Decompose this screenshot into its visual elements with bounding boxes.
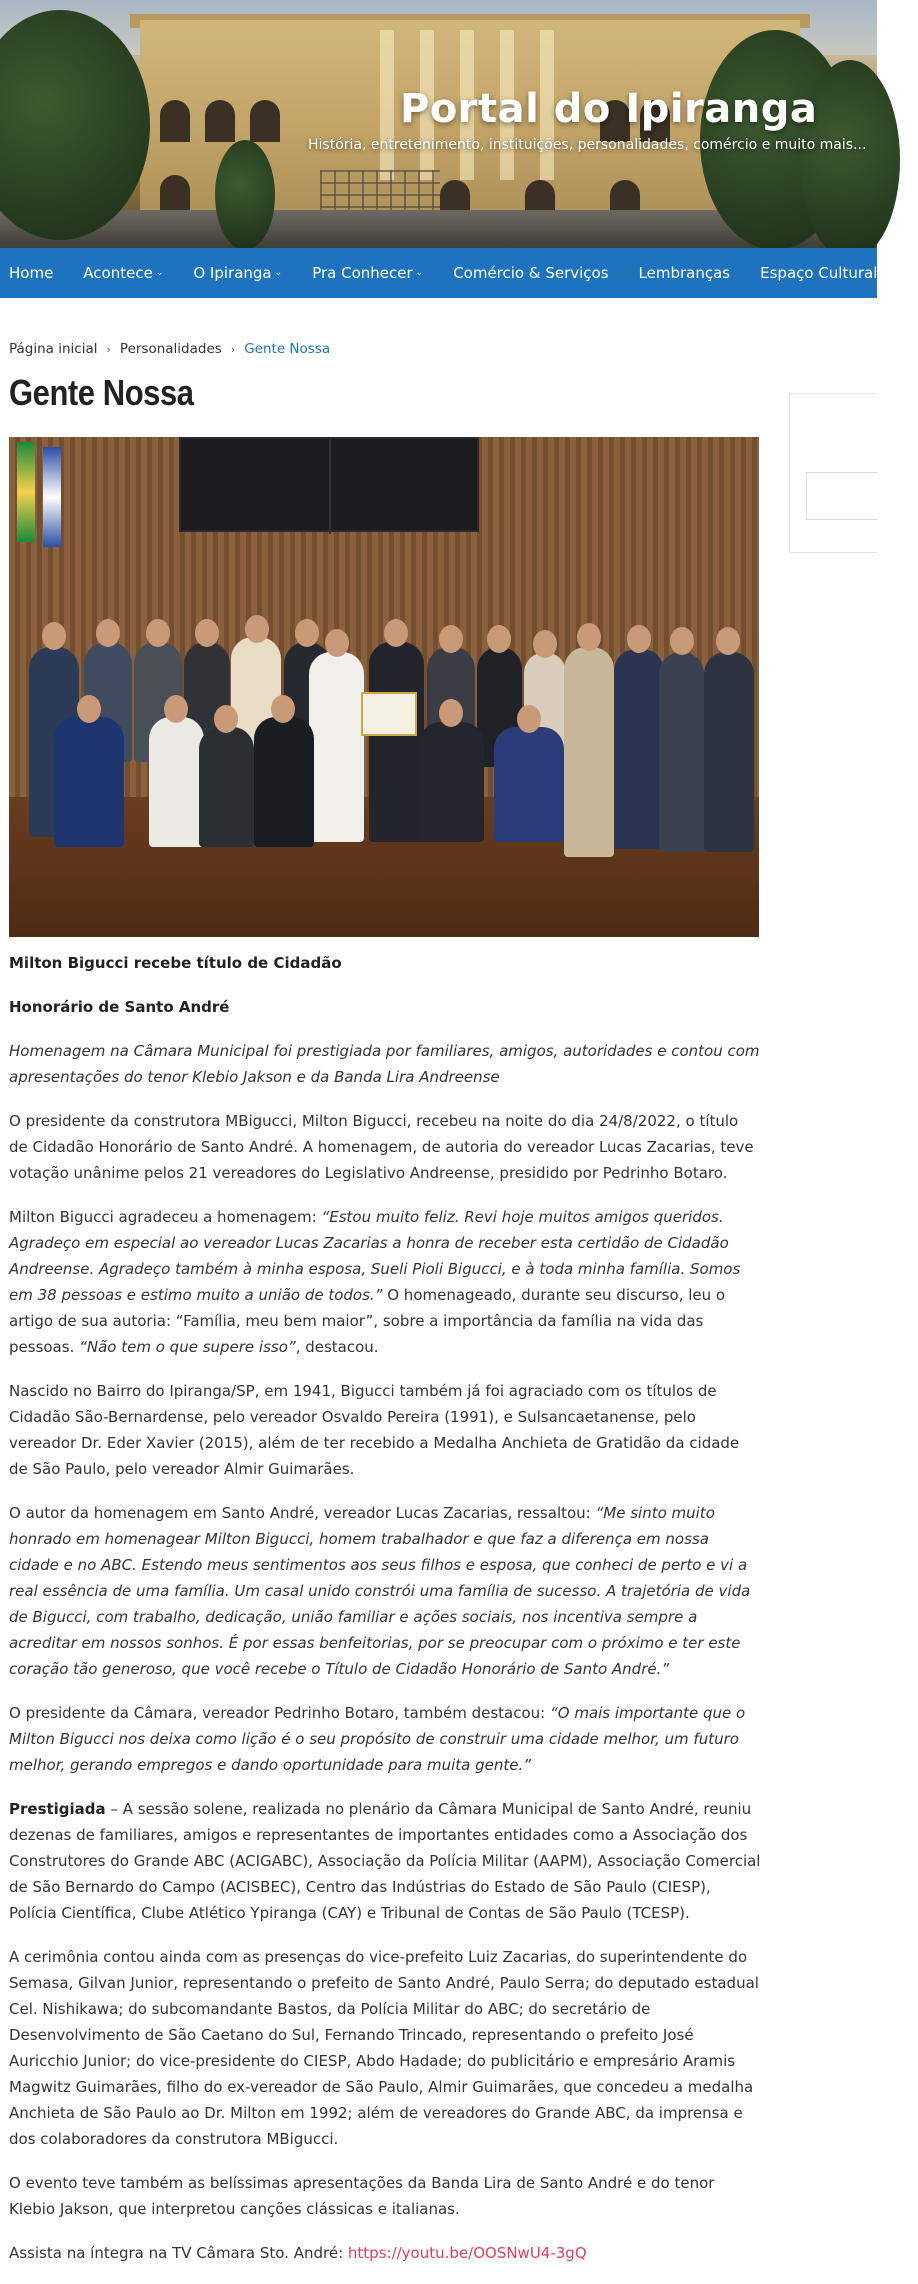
nav-item-o-ipiranga[interactable]: [184, 264, 282, 282]
sidebar-widget: [789, 393, 877, 553]
breadcrumb-parent-link[interactable]: Personalidades: [119, 341, 222, 357]
photo-head: [670, 627, 694, 655]
nav-item-lembrancas[interactable]: [630, 264, 731, 282]
photo-head: [487, 625, 511, 653]
article-paragraph: [9, 1700, 761, 1778]
nav-item-label: O Ipiranga: [193, 264, 272, 282]
nav-item-label: Pra Conhecer: [312, 264, 413, 282]
site-tagline: História, entretenimento, instituições, personalidades, comércio e muito mais...: [308, 137, 867, 153]
breadcrumb-current: Gente Nossa: [244, 341, 331, 357]
hero-window: [160, 100, 190, 142]
nav-item-label: C: [907, 264, 918, 282]
site-title[interactable]: Portal do Ipiranga: [400, 86, 818, 132]
article-lead: Homenagem na Câmara Municipal foi prestigiada por familiares, amigos, autoridades e contou com apresentações do tenor Klebio Jakson e da Banda Lira Andreense: [9, 1042, 760, 1086]
photo-certificate: [361, 692, 417, 736]
photo-person: [614, 649, 664, 849]
photo-person: [199, 727, 254, 847]
article-photo: [9, 437, 759, 937]
site-header: [0, 0, 877, 248]
nav-item-label: Espaço Cultural: [760, 264, 878, 282]
article-paragraph: Nascido no Bairro do Ipiranga/SP, em 1941, Bigucci também já foi agraciado com os títulos de Cidadão São-Bernardense, pelo vereador Osvaldo Pereira (1991), e Sulsancaetanense, pelo vereador Dr. Eder Xavier (2015), além de ter recebido a Medalha Anchieta de Gratidão da cidade de São Paulo, pelo vereador Almir Guimarães.: [9, 1382, 740, 1478]
photo-head: [295, 619, 319, 647]
article-subheading: Honorário de Santo André: [9, 998, 230, 1016]
nav-item-overflow[interactable]: [898, 264, 917, 282]
photo-flag: [43, 447, 61, 547]
text-span: Assista na íntegra na TV Câmara Sto. André:: [9, 2244, 348, 2262]
photo-person: [309, 652, 364, 842]
quote-span: “Me sinto muito honrado em homenagear Milton Bigucci, homem trabalhador e que faz a diferença em nossa cidade e no ABC. Estendo meus sentimentos aos seus filhos e esposa, que conheci de perto e vi a real essência de uma família. Um casal unido constrói uma família de sucesso. A trajetória de vida de Bigucci, com trabalho, dedicação, união familiar e ações sociais, nos incentiva sempre a acreditar em nossos sonhos. É por essas benfeitorias, por se preocupar com o próximo e ter este coração tão generoso, que você recebe o Título de Cidadão Honorário de Santo André.”: [9, 1504, 751, 1678]
nav-item-label: Home: [9, 264, 54, 282]
photo-person: [369, 642, 424, 842]
photo-head: [96, 619, 120, 647]
quote-span: “O mais importante que o Milton Bigucci nos deixa como lição é o seu propósito de construir uma cidade melhor, um futuro melhor, gerando empregos e dando oportunidade para muita gente.”: [9, 1704, 746, 1774]
nav-item-label: Acontece: [83, 264, 153, 282]
article-body: [9, 950, 761, 2284]
photo-head: [214, 705, 238, 733]
breadcrumb-separator-icon: ›: [230, 342, 236, 356]
photo-flag: [17, 442, 35, 542]
hero-window: [250, 100, 280, 142]
hero-window: [205, 100, 235, 142]
photo-head: [195, 619, 219, 647]
chevron-down-icon: ⌄: [415, 268, 424, 278]
photo-person: [254, 717, 314, 847]
breadcrumb-separator-icon: ›: [106, 342, 111, 356]
article-paragraph: [9, 1204, 761, 1360]
photo-head: [627, 625, 651, 653]
article-paragraph: O evento teve também as belíssimas apresentações da Banda Lira de Santo André e do tenor Klebio Jakson, que interpretou canções clássicas e italianas.: [9, 2174, 715, 2218]
article-heading: Milton Bigucci recebe título de Cidadão: [9, 954, 342, 972]
breadcrumb: [9, 341, 330, 357]
photo-head: [77, 695, 101, 723]
photo-head: [439, 625, 463, 653]
photo-head: [533, 630, 557, 658]
photo-head: [517, 705, 541, 733]
photo-screen: [179, 437, 479, 532]
photo-head: [146, 619, 170, 647]
text-span: – A sessão solene, realizada no plenário da Câmara Municipal de Santo André, reuniu dezenas de familiares, amigos e representantes de importantes entidades como a Associação dos Construtores do Grande ABC (ACIGABC), Associação da Polícia Militar (AAPM), Associação Comercial de São Bernardo do Campo (ACISBEC), Centro das Indústrias do Estado de São Paulo (CIESP), Polícia Científica, Clube Atlético Ypiranga (CAY) e Tribunal de Contas de São Paulo (TCESP).: [9, 1800, 761, 1922]
chevron-down-icon: ⌄: [274, 268, 283, 278]
text-span: O homenageado, durante seu discurso, leu o artigo de sua autoria: “Família, meu bem maior”, sobre a importância da família na vida das pessoas.: [9, 1286, 726, 1356]
nav-item-label: Comércio & Serviços: [453, 264, 609, 282]
hero-tree: [215, 140, 275, 250]
photo-head: [716, 627, 740, 655]
photo-head: [245, 615, 269, 643]
youtube-link[interactable]: https://youtu.be/OOSNwU4-3gQ: [347, 2244, 587, 2262]
text-span: , destacou.: [295, 1338, 379, 1356]
photo-head: [42, 622, 66, 650]
nav-item-label: Lembranças: [638, 264, 731, 282]
photo-person: [419, 722, 484, 842]
text-span: O autor da homenagem em Santo André, vereador Lucas Zacarias, ressaltou:: [9, 1504, 596, 1522]
quote-span: “Estou muito feliz. Revi hoje muitos amigos queridos. Agradeço em especial ao vereador Lucas Zacarias a honra de receber esta certidão de Cidadão Andreense. Agradeço também à minha esposa, Sueli Pioli Bigucci, e à toda minha família. Somos em 38 pessoas e estimo muito a união de todos.”: [9, 1208, 741, 1304]
photo-head: [164, 695, 188, 723]
photo-head: [577, 623, 601, 651]
photo-head: [384, 619, 408, 647]
hero-pillar: [380, 30, 394, 180]
article-paragraph: A cerimônia contou ainda com as presenças do vice-prefeito Luiz Zacarias, do superintendente do Semasa, Gilvan Junior, representando o prefeito de Santo André, Paulo Serra; do deputado estadual Cel. Nishikawa; do subcomandante Bastos, da Polícia Militar do ABC; do secretário de Desenvolvimento de São Caetano do Sul, Fernando Trincado, representando o prefeito José Auricchio Junior; do vice-presidente do CIESP, Abdo Hadade; do publicitário e empresário Aramis Magwitz Guimarães, filho do ex-vereador de São Paulo, Almir Guimarães, que concedeu a medalha Anchieta de São Paulo ao Dr. Milton em 1992; além de vereadores do Grande ABC, da imprensa e dos colaboradores da construtora MBigucci.: [9, 1948, 759, 2148]
article-paragraph: O presidente da construtora MBigucci, Milton Bigucci, recebeu na noite do dia 24/8/2022, o título de Cidadão Honorário de Santo André. A homenagem, de autoria do vereador Lucas Zacarias, teve votação unânime pelos 21 vereadores do Legislativo Andreense, presidido por Pedrinho Botaro.: [9, 1112, 754, 1182]
photo-person: [494, 727, 564, 842]
photo-person: [704, 652, 754, 852]
chevron-down-icon: ⌄: [155, 268, 164, 278]
photo-person: [54, 717, 124, 847]
photo-head: [439, 699, 463, 727]
main-nav: [0, 248, 918, 298]
sidebar-search-input[interactable]: [806, 472, 878, 520]
nav-item-comercio-servicos[interactable]: [444, 264, 608, 282]
photo-person: [149, 717, 204, 847]
photo-person: [564, 647, 614, 857]
article-paragraph: [9, 1796, 761, 1926]
page-title: Gente Nossa: [9, 372, 194, 413]
nav-item-home[interactable]: [0, 264, 53, 282]
nav-item-espaco-cultural[interactable]: [751, 264, 877, 282]
nav-item-pra-conhecer[interactable]: [303, 264, 423, 282]
breadcrumb-home-link[interactable]: Página inicial: [9, 341, 98, 357]
photo-person: [659, 652, 704, 852]
photo-head: [271, 695, 295, 723]
article-paragraph: [9, 2240, 761, 2266]
photo-head: [325, 629, 349, 657]
text-span: O presidente da Câmara, vereador Pedrinho Botaro, também destacou:: [9, 1704, 550, 1722]
bold-span: Prestigiada: [9, 1800, 106, 1818]
text-span: Milton Bigucci agradeceu a homenagem:: [9, 1208, 322, 1226]
nav-item-acontece[interactable]: [74, 264, 163, 282]
quote-span: “Não tem o que supere isso”: [79, 1338, 296, 1356]
article-paragraph: [9, 1500, 761, 1682]
